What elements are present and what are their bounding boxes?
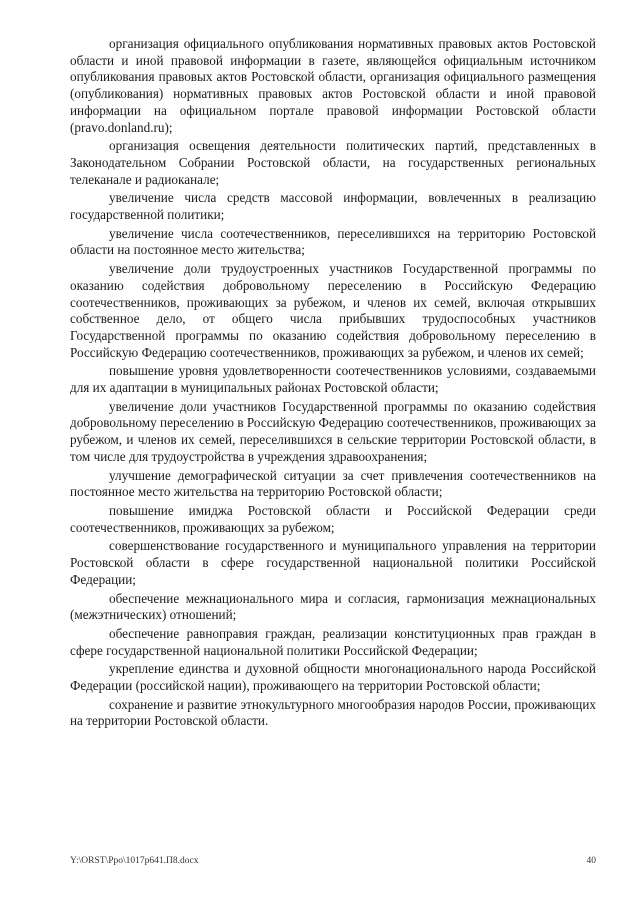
paragraph: обеспечение межнационального мира и согласия, гармонизация межнациональных (межэтнических) отношений; [70,590,596,623]
paragraph: организация официального опубликования нормативных правовых актов Ростовской области и иной правовой информации в газете, являющейся официальным источником опубликования правовых актов Ростовской области, организация официального размещения (опубликования) нормативных правовых актов Ростовской области и иной правовой информации на официальном портале правовой информации Ростовской области (pravo.donland.ru); [70,36,596,135]
paragraph: сохранение и развитие этнокультурного многообразия народов России, проживающих на территории Ростовской области. [70,696,596,729]
paragraph: обеспечение равноправия граждан, реализации конституционных прав граждан в сфере государственной национальной политики Российской Федерации; [70,625,596,658]
document-body [70,36,596,732]
paragraph: увеличение числа соотечественников, переселившихся на территорию Ростовской области на постоянное место жительства; [70,225,596,258]
paragraph: повышение имиджа Ростовской области и Российской Федерации среди соотечественников, проживающих за рубежом; [70,502,596,535]
page-number: 40 [586,856,596,866]
paragraph: увеличение числа средств массовой информации, вовлеченных в реализацию государственной политики; [70,190,596,223]
paragraph: улучшение демографической ситуации за счет привлечения соотечественников на постоянное место жительства на территорию Ростовской области; [70,467,596,500]
file-path: Y:\ORST\Ppo\1017p641.П8.docx [70,856,199,866]
paragraph: совершенствование государственного и муниципального управления на территории Ростовской области в сфере государственной национальной политики Российской Федерации; [70,538,596,587]
paragraph: увеличение доли трудоустроенных участников Государственной программы по оказанию содействия добровольному переселению в Российскую Федерацию соотечественников, проживающих за рубежом, и членов их семей, включая открывших собственное дело, от общего числа прибывших трудоспособных участников Государственной программы по оказанию содействия добровольному переселению в Российскую Федерацию соотечественников, проживающих за рубежом, и членов их семей; [70,261,596,360]
paragraph: увеличение доли участников Государственной программы по оказанию содействия добровольному переселению в Российскую Федерацию соотечественников, проживающих за рубежом, и членов их семей, переселившихся в сельские территории Ростовской области, в том числе для трудоустройства в учреждения здравоохранения; [70,398,596,464]
paragraph: повышение уровня удовлетворенности соотечественников условиями, создаваемыми для их адаптации в муниципальных районах Ростовской области; [70,363,596,396]
paragraph: укрепление единства и духовной общности многонационального народа Российской Федерации (российской нации), проживающего на территории Ростовской области; [70,661,596,694]
paragraph: организация освещения деятельности политических партий, представленных в Законодательном Собрании Ростовской области, на государственных региональных телеканале и радиоканале; [70,138,596,187]
